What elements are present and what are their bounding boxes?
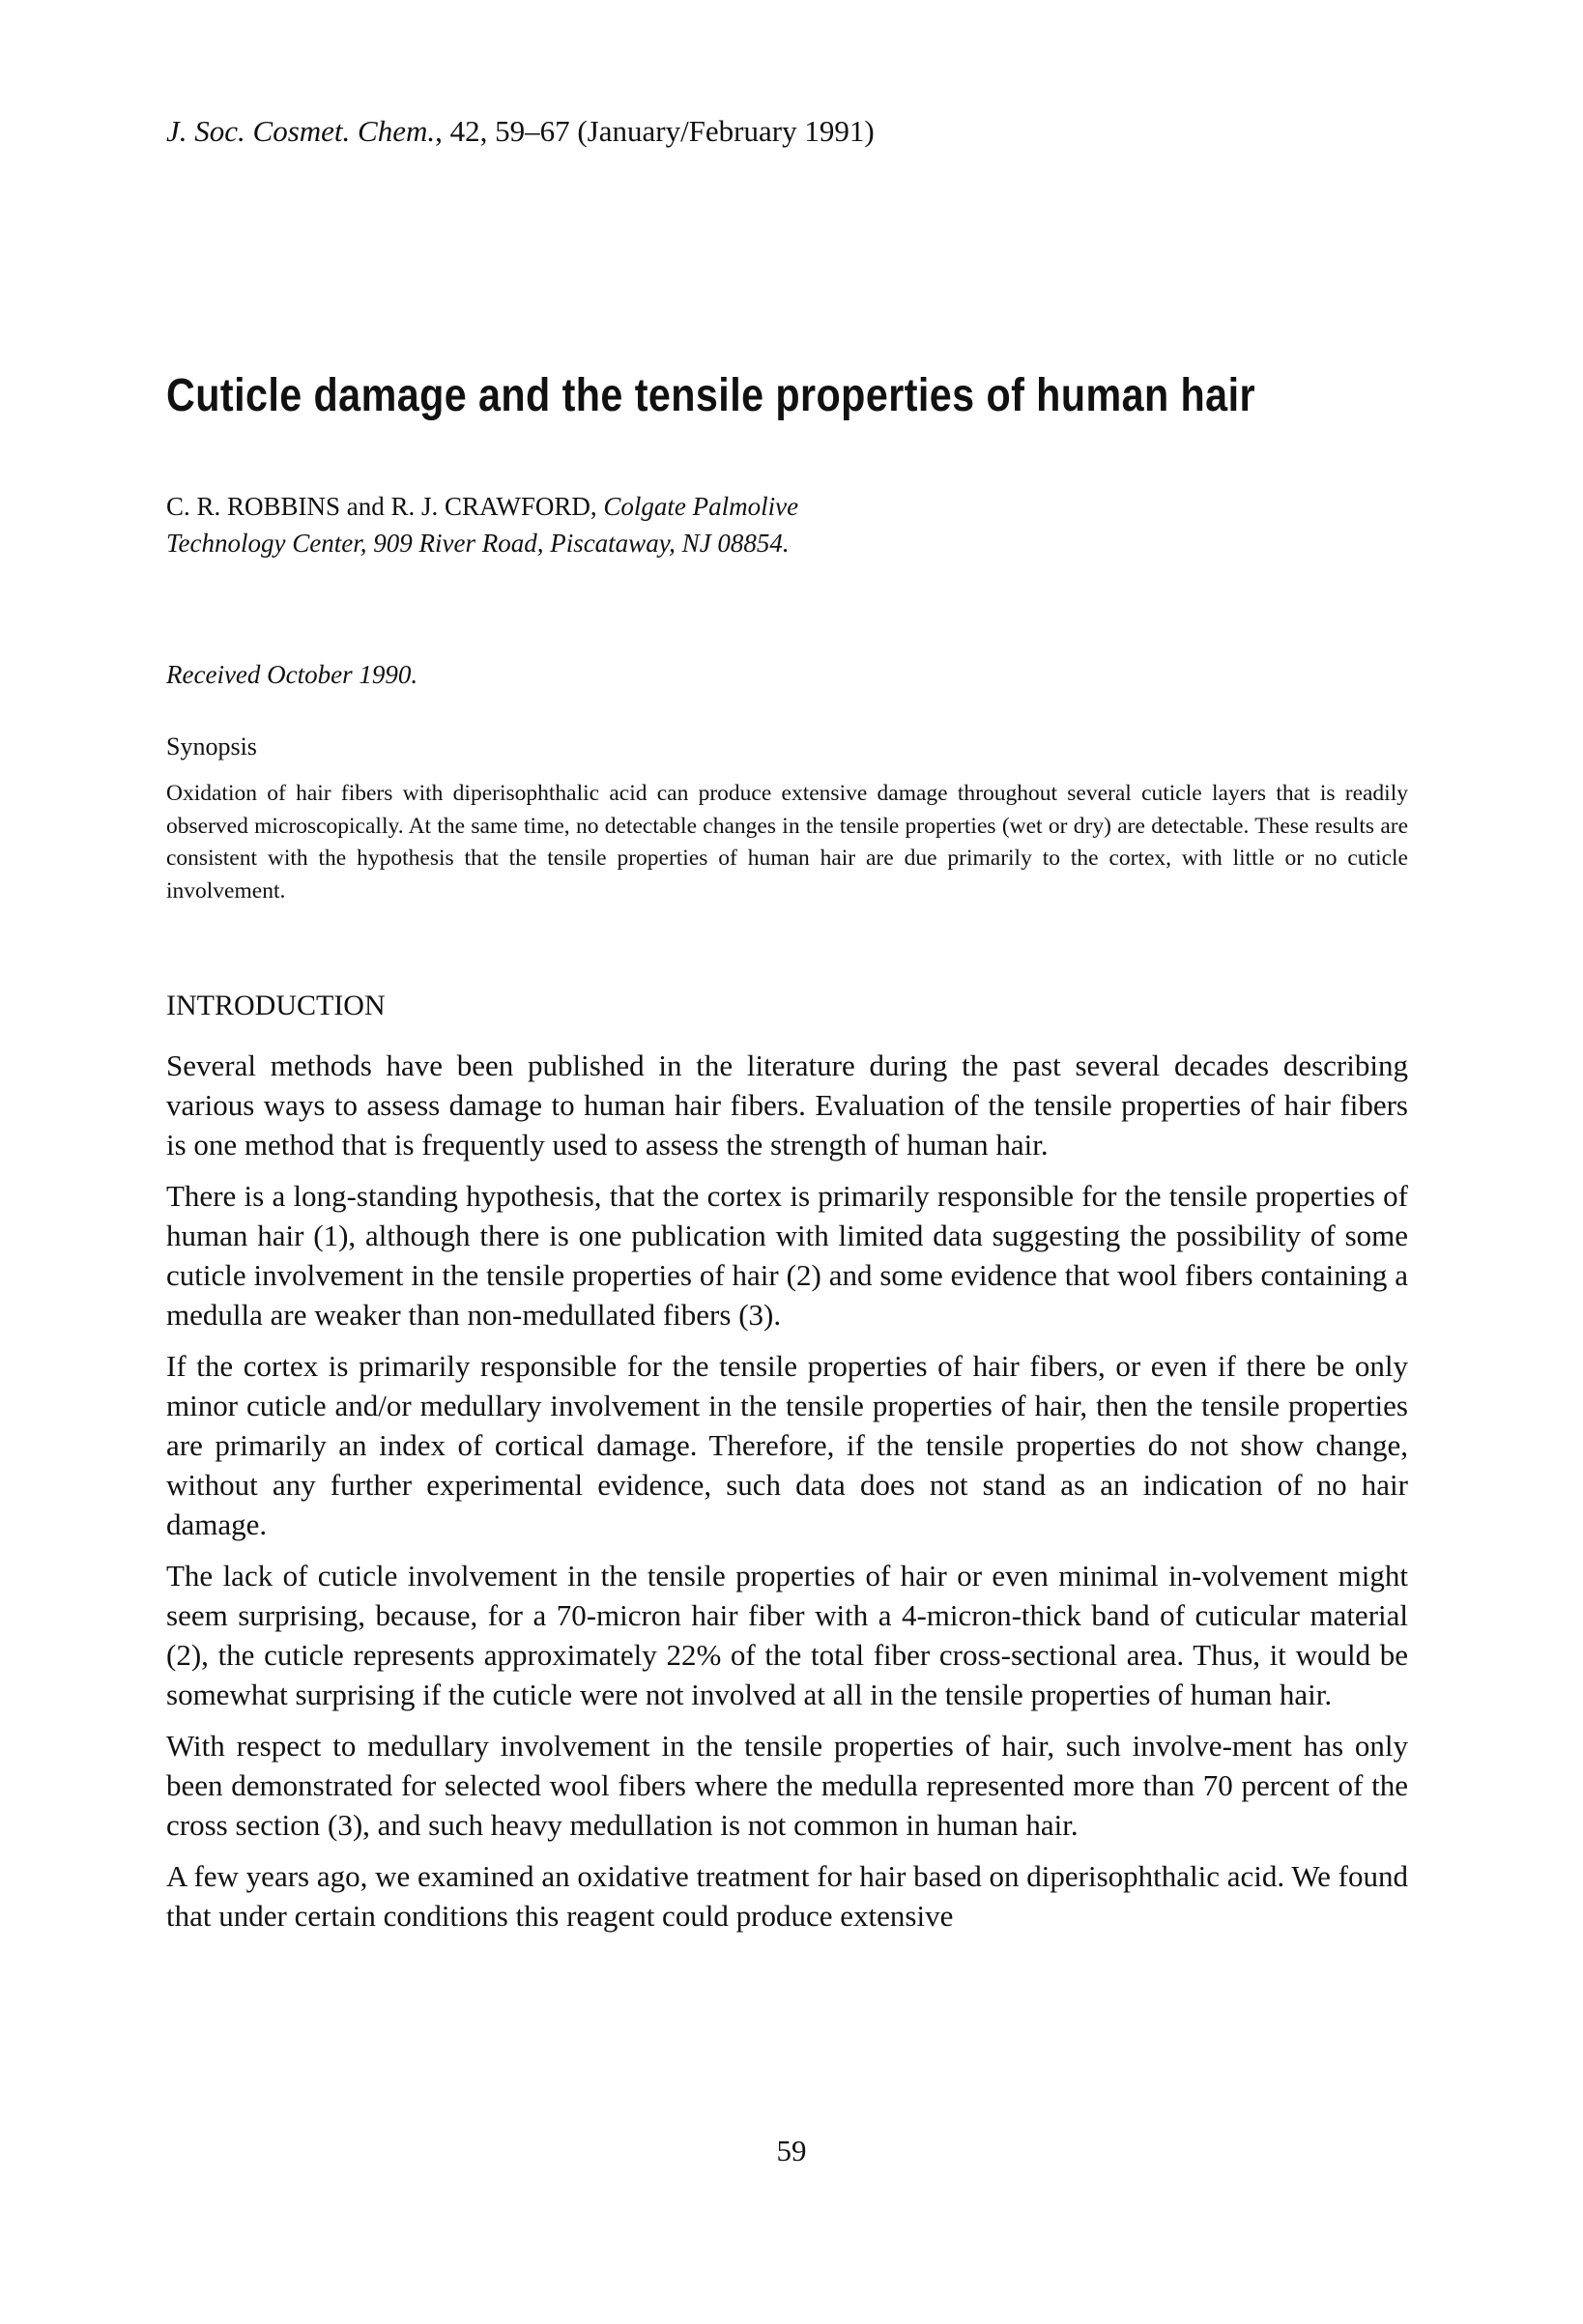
introduction-body: [166, 1046, 1408, 1947]
paragraph: With respect to medullary involvement in the tensile properties of hair, such involve-ment has only been demonstrated for selected wool fibers where the medulla represented more than 70 percent of the cross section (3), and such heavy medullation is not common in human hair.: [166, 1729, 1408, 1842]
author-names: C. R. ROBBINS and R. J. CRAWFORD,: [166, 492, 597, 521]
paragraph: There is a long-standing hypothesis, that the cortex is primarily responsible for the tensile properties of human hair (1), although there is one publication with limited data suggesting the possibility of some cuticle involvement in the tensile properties of hair (2) and some evidence that wool fibers containing a medulla are weaker than non-medullated fibers (3).: [166, 1179, 1408, 1332]
author-block: [166, 488, 1408, 561]
article-title: Cuticle damage and the tensile properties of human hair: [166, 370, 1255, 421]
synopsis-text: Oxidation of hair fibers with diperisophthalic acid can produce extensive damage throughout several cuticle layers that is readily observed microscopically. At the same time, no detectable changes in the tensile properties (wet or dry) are detectable. These results are consistent with the hypothesis that the tensile properties of human hair are due primarily to the cortex, with little or no cuticle involvement.: [166, 781, 1408, 904]
synopsis-heading: Synopsis: [166, 732, 257, 760]
paragraph: The lack of cuticle involvement in the tensile properties of hair or even minimal in-volvement might seem surprising, because, for a 70-micron hair fiber with a 4-micron-thick band of cuticular material (2), the cuticle represents approximately 22% of the total fiber cross-sectional area. Thus, it would be somewhat surprising if the cuticle were not involved at all in the tensile properties of human hair.: [166, 1559, 1408, 1711]
paragraph: A few years ago, we examined an oxidative treatment for hair based on diperisophthalic acid. We found that under certain conditions this reagent could produce extensive: [166, 1859, 1408, 1933]
paragraph: Several methods have been published in the literature during the past several decades describing various ways to assess damage to human hair fibers. Evaluation of the tensile properties of hair fibers is one method that is frequently used to assess the strength of human hair.: [166, 1048, 1408, 1162]
introduction-heading: INTRODUCTION: [166, 990, 386, 1021]
journal-citation: [166, 114, 1408, 149]
paragraph: If the cortex is primarily responsible for the tensile properties of hair fibers, or even if there be only minor cuticle and/or medullary involvement in the tensile properties of hair, then the tensile properties are primarily an index of cortical damage. Therefore, if the tensile properties do not show change, without any further experimental evidence, such data does not stand as an indication of no hair damage.: [166, 1349, 1408, 1541]
received-date: Received October 1990.: [166, 660, 418, 689]
affiliation-line-2: Technology Center, 909 River Road, Piscataway, NJ 08854.: [166, 529, 790, 558]
page-number: 59: [776, 2134, 807, 2167]
citation-details: , 42, 59–67 (January/February 1991): [435, 114, 875, 148]
affiliation-line-1: Colgate Palmolive: [603, 492, 799, 521]
journal-name: J. Soc. Cosmet. Chem.: [166, 114, 436, 148]
